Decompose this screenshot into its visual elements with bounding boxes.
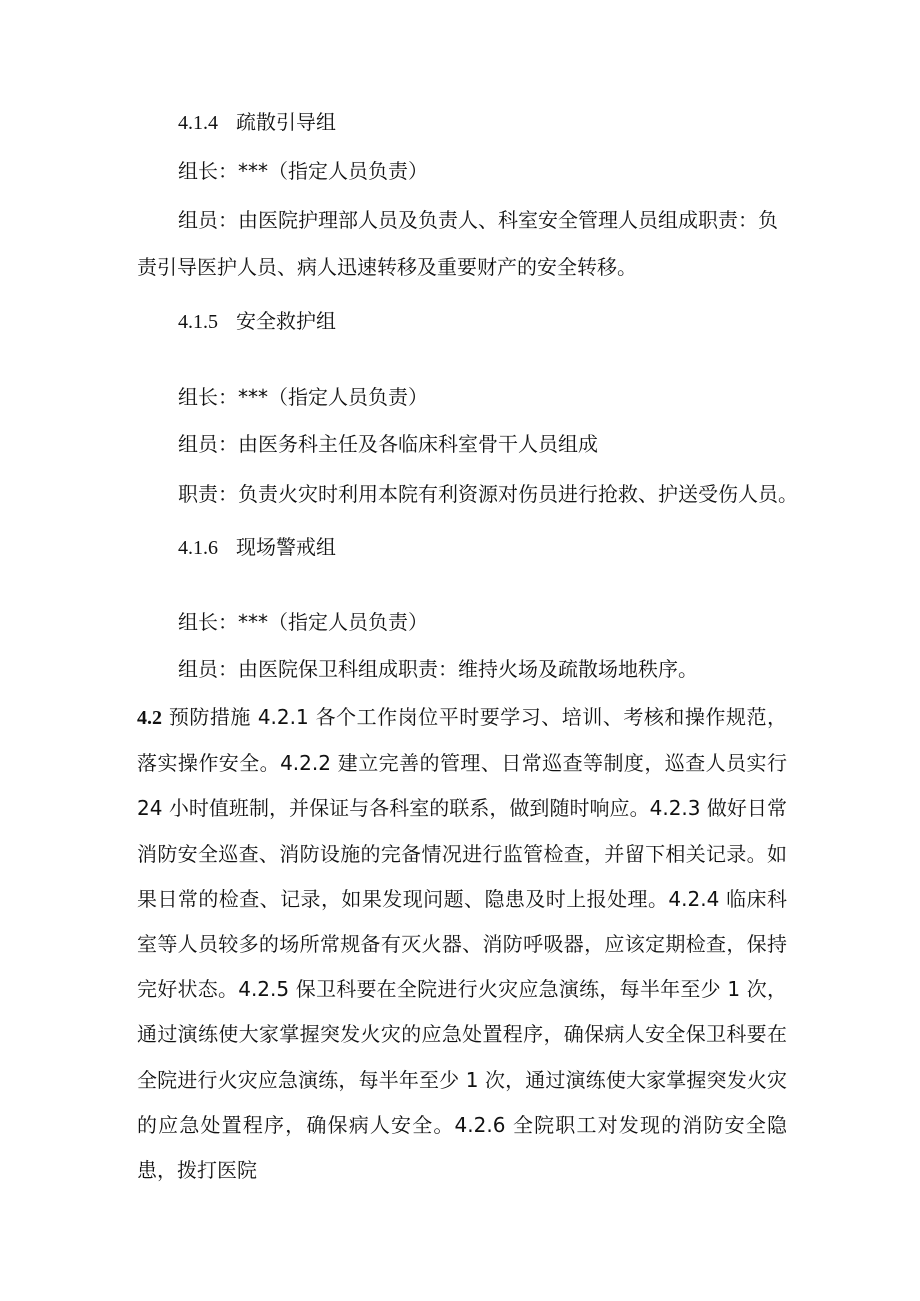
leader-line: 组长：***（指定人员负责） [178,159,428,183]
section-heading-4-1-4 [178,108,336,137]
member-line: 组员：由医院护理部人员及负责人、科室安全管理人员组成职责：负 [178,208,778,232]
prevention-label: 4.2 [137,707,162,729]
duties-line: 职责：负责火灾时利用本院有利资源对伤员进行抢救、护送受伤人员。 [178,482,798,506]
prevention-paragraph [137,695,787,1193]
member-line-continued: 责引导医护人员、病人迅速转移及重要财产的安全转移。 [137,255,637,279]
leader-line: 组长：***（指定人员负责） [178,610,428,634]
section-heading-4-1-5 [178,307,336,336]
section-number: 4.1.6 [178,537,218,559]
member-line: 组员：由医院保卫科组成职责：维持火场及疏散场地秩序。 [178,657,698,681]
section-number: 4.1.5 [178,311,218,333]
section-heading-4-1-6 [178,533,336,562]
leader-line: 组长：***（指定人员负责） [178,385,428,409]
section-number: 4.1.4 [178,112,218,134]
member-line: 组员：由医务科主任及各临床科室骨干人员组成 [178,432,598,456]
section-title: 现场警戒组 [236,535,336,559]
prevention-text: 预防措施 4.2.1 各个工作岗位平时要学习、培训、考核和操作规范，落实操作安全。4.2.2 建立完善的管理、日常巡查等制度，巡查人员实行 24 小时值班制，并保证与各科室的联系，做到随时响应。4.2.3 做好日常消防安全巡查、消防设施的完备情况进行监管检查，并留下相关记录。如果日常的检查、记录，如果发现问题、隐患及时上报处理。4.2.4 临床科室等人员较多的场所常规备有灭火器、消防呼吸器，应该定期检查，保持完好状态。4.2.5 保卫科要在全院进行火灾应急演练，每半年至少 1 次，通过演练使大家掌握突发火灾的应急处置程序，确保病人安全保卫科要在全院进行火灾应急演练，每半年至少 1 次，通过演练使大家掌握突发火灾的应急处置程序，确保病人安全。4.2.6 全院职工对发现的消防安全隐患，拨打医院 [137,705,787,1183]
section-title: 安全救护组 [236,309,336,333]
section-title: 疏散引导组 [236,110,336,134]
